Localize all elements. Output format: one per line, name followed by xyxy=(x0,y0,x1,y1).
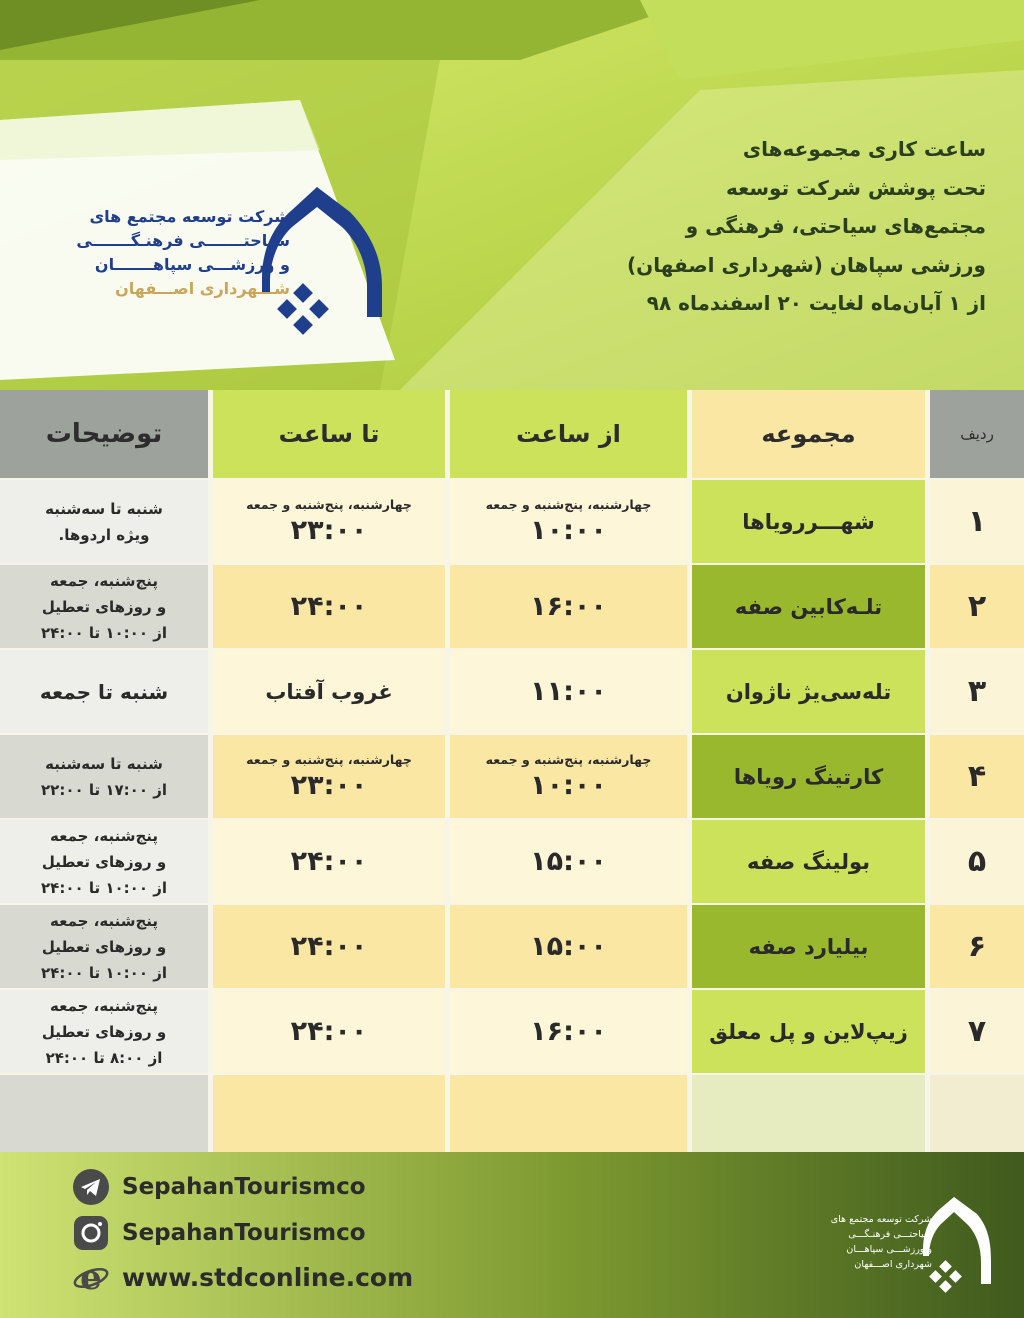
footer-logo-text xyxy=(782,1212,932,1272)
header-notes: توضیحات xyxy=(0,390,208,478)
opening-time xyxy=(450,565,687,648)
row-number-text: ۱ xyxy=(967,504,987,539)
closing-time xyxy=(213,650,445,733)
closing-time xyxy=(213,990,445,1073)
days-label: چهارشنبه، پنج‌شنبه و جمعه xyxy=(246,751,412,767)
notes-cell xyxy=(0,735,208,818)
website-link[interactable] xyxy=(72,1258,413,1296)
instagram-icon xyxy=(72,1214,110,1252)
page-title xyxy=(546,130,986,323)
opening-time xyxy=(450,735,687,818)
empty-cell xyxy=(213,1075,445,1152)
notes-cell xyxy=(0,905,208,988)
closing-time xyxy=(213,565,445,648)
facility-name-text: بیلیارد صفه xyxy=(748,934,869,959)
row-number xyxy=(930,565,1024,648)
row-number-text: ۴ xyxy=(967,759,987,794)
notes-line: و روزهای تعطیل xyxy=(41,937,167,956)
telegram-handle: SepahanTourismco xyxy=(122,1174,366,1200)
row-number-text: ۵ xyxy=(967,844,987,879)
notes-line: پنج‌شنبه، جمعه xyxy=(50,571,159,590)
notes-line: و روزهای تعطیل xyxy=(41,852,167,871)
header-to: تا ساعت xyxy=(213,390,445,478)
facility-name xyxy=(692,480,925,563)
footer-logo-line-2: سیاحتـــی فرهنـگـــی xyxy=(848,1229,932,1240)
logo-text xyxy=(60,205,290,301)
title-line-2: تحت پوشش شرکت توسعه xyxy=(725,175,986,200)
time-value: ۲۳:۰۰ xyxy=(290,769,368,801)
notes-cell xyxy=(0,650,208,733)
time-value: ۱۶:۰۰ xyxy=(530,1015,607,1047)
header-name: مجموعه xyxy=(692,390,925,478)
facility-name-text: بولینگ صفه xyxy=(746,849,871,874)
facility-name xyxy=(692,820,925,903)
time-value: ۲۴:۰۰ xyxy=(290,1015,368,1047)
closing-time xyxy=(213,480,445,563)
notes-line: پنج‌شنبه، جمعه xyxy=(50,911,159,930)
facility-name xyxy=(692,565,925,648)
notes-line: از ۱۰:۰۰ تا ۲۴:۰۰ xyxy=(41,878,167,897)
time-value: ۲۴:۰۰ xyxy=(290,930,368,962)
logo-line-2: سیاحتـــــــی فرهنـگـــــــی xyxy=(76,231,290,250)
empty-cell xyxy=(692,1075,925,1152)
svg-text:e: e xyxy=(80,1258,102,1296)
website-url: www.stdconline.com xyxy=(122,1262,414,1292)
notes-line: ویژه اردوها. xyxy=(58,525,150,544)
header-num: ردیف xyxy=(930,390,1024,478)
title-line-4: ورزشی سپاهان (شهرداری اصفهان) xyxy=(627,252,986,277)
footer-logo-line-4: شهرداری اصـــفهان xyxy=(854,1259,932,1270)
closing-time xyxy=(213,735,445,818)
closing-time xyxy=(213,820,445,903)
time-value: ۱۰:۰۰ xyxy=(530,769,607,801)
footer-logo-line-3: و ورزشـــی سپاهـــان xyxy=(846,1244,932,1255)
opening-time xyxy=(450,650,687,733)
facility-name xyxy=(692,905,925,988)
row-number-text: ۷ xyxy=(967,1014,987,1049)
title-line-3: مجتمع‌های سیاحتی، فرهنگی و xyxy=(685,214,986,238)
notes-cell xyxy=(0,565,208,648)
browser-e-icon xyxy=(72,1258,110,1296)
facility-name xyxy=(692,650,925,733)
closing-time xyxy=(213,905,445,988)
header-from: از ساعت xyxy=(450,390,687,478)
row-number-text: ۶ xyxy=(967,929,987,964)
empty-cell xyxy=(930,1075,1024,1152)
time-value: ۲۴:۰۰ xyxy=(290,845,368,877)
opening-time xyxy=(450,820,687,903)
title-line-5: از ۱ آبان‌ماه لغایت ۲۰ اسفندماه ۹۸ xyxy=(646,291,986,315)
row-number xyxy=(930,990,1024,1073)
opening-time xyxy=(450,990,687,1073)
facility-name-text: شهـــررویاها xyxy=(742,509,875,534)
logo-line-1: شرکت توسعه مجتمع های xyxy=(89,207,290,226)
footer xyxy=(0,1152,1024,1318)
time-value: ۲۴:۰۰ xyxy=(290,590,368,622)
time-value: ۱۵:۰۰ xyxy=(530,930,607,962)
facility-name-text: زیپ‌لاین و پل معلق xyxy=(709,1019,908,1044)
notes-cell xyxy=(0,480,208,563)
facility-name-text: تله‌سی‌یژ ناژوان xyxy=(725,679,892,704)
row-number xyxy=(930,480,1024,563)
facility-name xyxy=(692,735,925,818)
facility-name-text: تلـه‌کابین صفه xyxy=(734,594,883,619)
notes-line: و روزهای تعطیل xyxy=(41,1022,167,1041)
time-value: ۱۵:۰۰ xyxy=(530,845,607,877)
notes-line: پنج‌شنبه، جمعه xyxy=(50,996,159,1015)
days-label: چهارشنبه، پنج‌شنبه و جمعه xyxy=(485,751,652,767)
notes-line: از ۱۰:۰۰ تا ۲۴:۰۰ xyxy=(41,623,167,642)
telegram-icon xyxy=(72,1168,110,1206)
notes-cell xyxy=(0,820,208,903)
footer-logo-line-1: شرکت توسعه مجتمع های xyxy=(830,1214,932,1225)
time-value: ۲۳:۰۰ xyxy=(290,514,368,546)
instagram-link[interactable] xyxy=(72,1214,366,1252)
row-number-text: ۳ xyxy=(967,674,987,709)
notes-line: از ۱۷:۰۰ تا ۲۲:۰۰ xyxy=(41,780,167,799)
time-value: غروب آفتاب xyxy=(265,679,393,704)
notes-line: از ۱۰:۰۰ تا ۲۴:۰۰ xyxy=(41,963,167,982)
notes-line: و روزهای تعطیل xyxy=(41,597,167,616)
row-number xyxy=(930,905,1024,988)
days-label: چهارشنبه، پنج‌شنبه و جمعه xyxy=(246,496,412,512)
opening-time xyxy=(450,480,687,563)
facility-name-text: کارتینگ رویاها xyxy=(733,764,884,789)
telegram-link[interactable] xyxy=(72,1168,366,1206)
notes-line: شنبه تا جمعه xyxy=(39,679,169,704)
schedule-table xyxy=(0,390,1024,1152)
facility-name xyxy=(692,990,925,1073)
row-number xyxy=(930,735,1024,818)
opening-time xyxy=(450,905,687,988)
row-number xyxy=(930,650,1024,733)
empty-cell xyxy=(450,1075,687,1152)
instagram-handle: SepahanTourismco xyxy=(122,1220,366,1246)
days-label: چهارشنبه، پنج‌شنبه و جمعه xyxy=(485,496,652,512)
time-value: ۱۶:۰۰ xyxy=(530,590,607,622)
row-number-text: ۲ xyxy=(967,589,987,624)
logo-line-3: و ورزشـــی سپاهـــــــان xyxy=(94,255,290,274)
title-line-1: ساعت کاری مجموعه‌های xyxy=(742,137,986,161)
row-number xyxy=(930,820,1024,903)
notes-cell xyxy=(0,990,208,1073)
notes-line: شنبه تا سه‌شنبه xyxy=(45,499,163,518)
notes-line: شنبه تا سه‌شنبه xyxy=(45,754,163,773)
logo-line-4: شـــهرداری اصـــفهان xyxy=(115,279,290,298)
time-value: ۱۰:۰۰ xyxy=(530,514,607,546)
time-value: ۱۱:۰۰ xyxy=(530,675,607,707)
notes-line: از ۸:۰۰ تا ۲۴:۰۰ xyxy=(45,1048,163,1067)
notes-line: پنج‌شنبه، جمعه xyxy=(50,826,159,845)
empty-cell xyxy=(0,1075,208,1152)
